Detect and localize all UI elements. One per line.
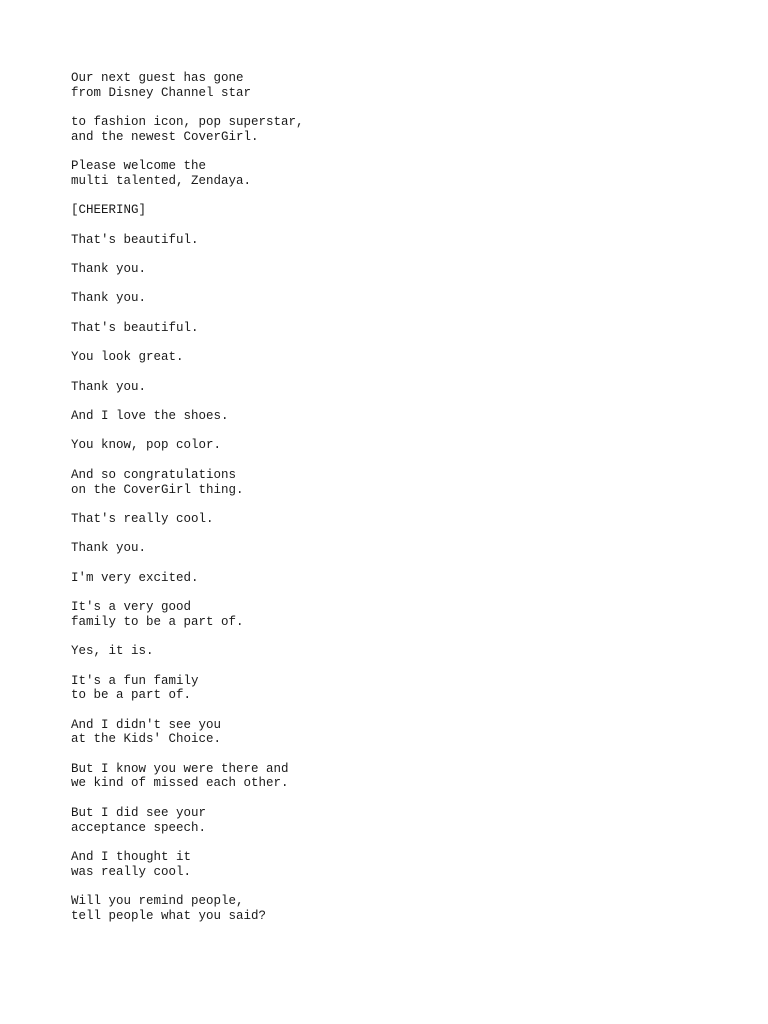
transcript-paragraph — [71, 438, 711, 453]
transcript-paragraph — [71, 674, 711, 703]
transcript-paragraph — [71, 806, 711, 835]
transcript-paragraph — [71, 115, 711, 144]
transcript-paragraph — [71, 291, 711, 306]
transcript-line: That's really cool. — [71, 511, 214, 526]
transcript-line: That's beautiful. — [71, 232, 199, 247]
transcript-line: You look great. — [71, 350, 184, 365]
transcript-line: But I know you were there and — [71, 761, 289, 776]
transcript-paragraph — [71, 159, 711, 188]
transcript-line: That's beautiful. — [71, 320, 199, 335]
transcript-line: on the CoverGirl thing. — [71, 482, 244, 497]
transcript-paragraph — [71, 380, 711, 395]
transcript-line: Thank you. — [71, 379, 147, 394]
transcript-paragraph — [71, 468, 711, 497]
transcript-paragraph — [71, 850, 711, 879]
transcript-line: was really cool. — [71, 864, 192, 879]
transcript-line: Thank you. — [71, 262, 147, 277]
transcript-line: Our next guest has gone — [71, 71, 244, 85]
transcript-line: But I did see your — [71, 805, 207, 820]
transcript-line: to fashion icon, pop superstar, — [71, 115, 304, 130]
transcript-paragraph — [71, 71, 711, 100]
transcript-line: It's a very good — [71, 600, 192, 615]
transcript-line: Please welcome the — [71, 159, 207, 174]
transcript-line: And I didn't see you — [71, 717, 222, 732]
transcript-line: Thank you. — [71, 291, 147, 306]
transcript-paragraph — [71, 203, 711, 218]
transcript-line: Yes, it is. — [71, 644, 154, 659]
transcript-line: family to be a part of. — [71, 614, 244, 629]
transcript-page — [71, 71, 711, 938]
transcript-paragraph — [71, 718, 711, 747]
transcript-line: Will you remind people, — [71, 894, 244, 909]
transcript-paragraph — [71, 262, 711, 277]
transcript-line: And so congratulations — [71, 467, 237, 482]
transcript-line: from Disney Channel star — [71, 85, 252, 100]
transcript-line: acceptance speech. — [71, 820, 207, 835]
transcript-paragraph — [71, 233, 711, 248]
transcript-line: [CHEERING] — [71, 203, 147, 218]
transcript-line: we kind of missed each other. — [71, 776, 289, 791]
transcript-paragraph — [71, 409, 711, 424]
transcript-line: multi talented, Zendaya. — [71, 173, 252, 188]
transcript-line: It's a fun family — [71, 673, 199, 688]
transcript-paragraph — [71, 321, 711, 336]
transcript-line: And I thought it — [71, 849, 192, 864]
transcript-line: tell people what you said? — [71, 908, 267, 923]
transcript-paragraph — [71, 644, 711, 659]
transcript-line: I'm very excited. — [71, 570, 199, 585]
transcript-line: Thank you. — [71, 541, 147, 556]
transcript-line: to be a part of. — [71, 688, 192, 703]
transcript-paragraph — [71, 762, 711, 791]
transcript-paragraph — [71, 600, 711, 629]
transcript-line: and the newest CoverGirl. — [71, 129, 259, 144]
transcript-paragraph — [71, 894, 711, 923]
transcript-paragraph — [71, 571, 711, 586]
transcript-paragraph — [71, 350, 711, 365]
transcript-line: You know, pop color. — [71, 438, 222, 453]
transcript-paragraph — [71, 512, 711, 527]
transcript-line: at the Kids' Choice. — [71, 732, 222, 747]
transcript-line: And I love the shoes. — [71, 409, 229, 424]
transcript-paragraph — [71, 541, 711, 556]
